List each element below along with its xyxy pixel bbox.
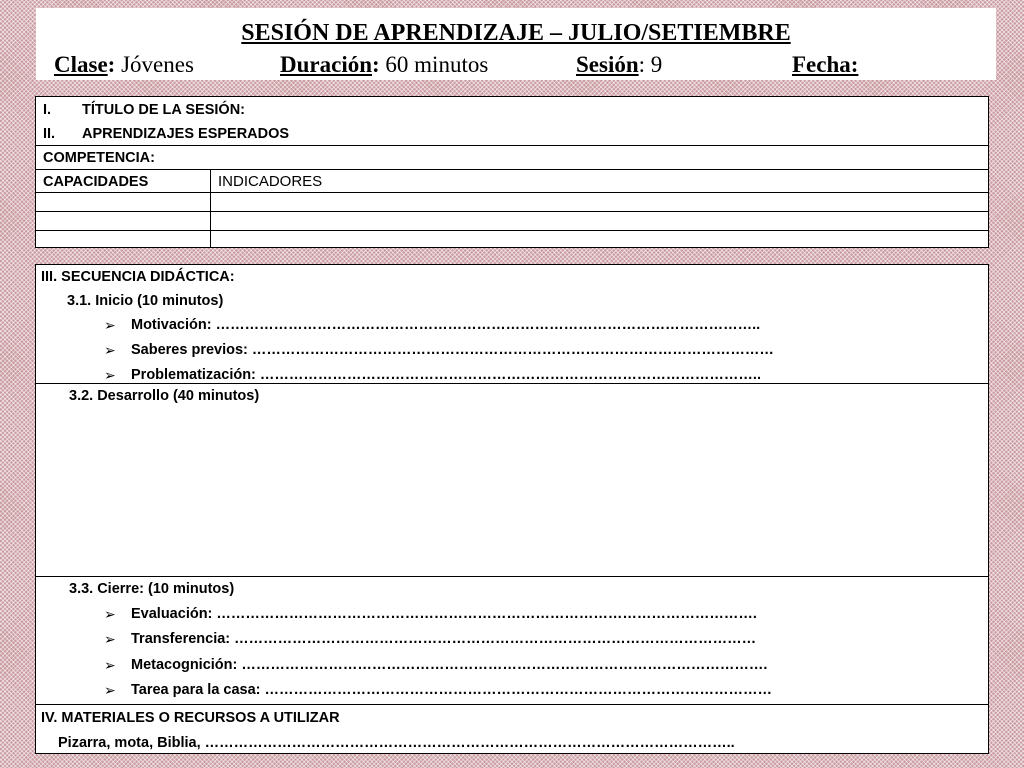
capacidades-header: CAPACIDADES <box>43 174 149 190</box>
document-header <box>36 8 996 80</box>
divider <box>36 211 988 212</box>
indicadores-header: INDICADORES <box>218 173 323 190</box>
divider <box>36 145 988 146</box>
arrow-bullet-icon: ➢ <box>104 682 116 698</box>
fecha-field: Fecha: <box>792 52 859 77</box>
materiales-title: IV. MATERIALES O RECURSOS A UTILIZAR <box>41 710 340 726</box>
competencia-label: COMPETENCIA: <box>43 150 155 166</box>
clase-field: Clase: Jóvenes <box>54 52 194 77</box>
aprendizajes-number: II. <box>43 126 56 142</box>
titulo-label: TÍTULO DE LA SESIÓN: <box>82 102 245 118</box>
duracion-field: Duración: 60 minutos <box>280 52 489 77</box>
divider <box>36 383 988 384</box>
duracion-value: 60 minutos <box>385 52 489 77</box>
cierre-item-transferencia: Transferencia: ……………………………………………………………………………………………… <box>131 631 757 647</box>
arrow-bullet-icon: ➢ <box>104 657 116 673</box>
aprendizajes-label: APRENDIZAJES ESPERADOS <box>82 126 290 142</box>
arrow-bullet-icon: ➢ <box>104 317 116 333</box>
sesion-value: 9 <box>650 52 663 77</box>
divider <box>36 230 988 231</box>
arrow-bullet-icon: ➢ <box>104 367 116 383</box>
cierre-item-metacognicion: Metacognición: ………………………………………………………………………………………………. <box>131 657 768 673</box>
column-divider <box>210 169 211 248</box>
titulo-number: I. <box>43 102 52 118</box>
divider <box>36 576 988 577</box>
arrow-bullet-icon: ➢ <box>104 631 116 647</box>
sesion-field: Sesión: 9 <box>576 52 663 77</box>
header-info-row <box>36 52 996 82</box>
clase-value: Jóvenes <box>121 52 194 77</box>
divider <box>36 192 988 193</box>
document-title: SESIÓN DE APRENDIZAJE – JULIO/SETIEMBRE <box>241 20 791 46</box>
arrow-bullet-icon: ➢ <box>104 342 116 358</box>
inicio-heading: 3.1. Inicio (10 minutos) <box>67 293 224 309</box>
desarrollo-heading: 3.2. Desarrollo (40 minutos) <box>69 388 260 404</box>
session-info-table <box>35 96 989 248</box>
inicio-item-problematizacion: Problematización: ………………………………………………………………………………………….. <box>131 367 761 383</box>
cierre-item-tarea: Tarea para la casa: …………………………………………………………………………………………… <box>131 682 773 698</box>
inicio-item-saberes: Saberes previos: ……………………………………………………………………………………………… <box>131 342 774 358</box>
divider <box>36 169 988 170</box>
inicio-item-motivacion: Motivación: ………………………………………………………………………………………………….. <box>131 317 761 333</box>
secuencia-title: III. SECUENCIA DIDÁCTICA: <box>41 269 235 285</box>
arrow-bullet-icon: ➢ <box>104 606 116 622</box>
secuencia-didactica-table <box>35 264 989 705</box>
materiales-list: Pizarra, mota, Biblia, ……………………………………………………………………………………………….. <box>58 735 735 751</box>
materiales-table <box>35 704 989 754</box>
cierre-heading: 3.3. Cierre: (10 minutos) <box>69 581 235 597</box>
cierre-item-evaluacion: Evaluación: …………………………………………………………………………………………………. <box>131 606 757 622</box>
